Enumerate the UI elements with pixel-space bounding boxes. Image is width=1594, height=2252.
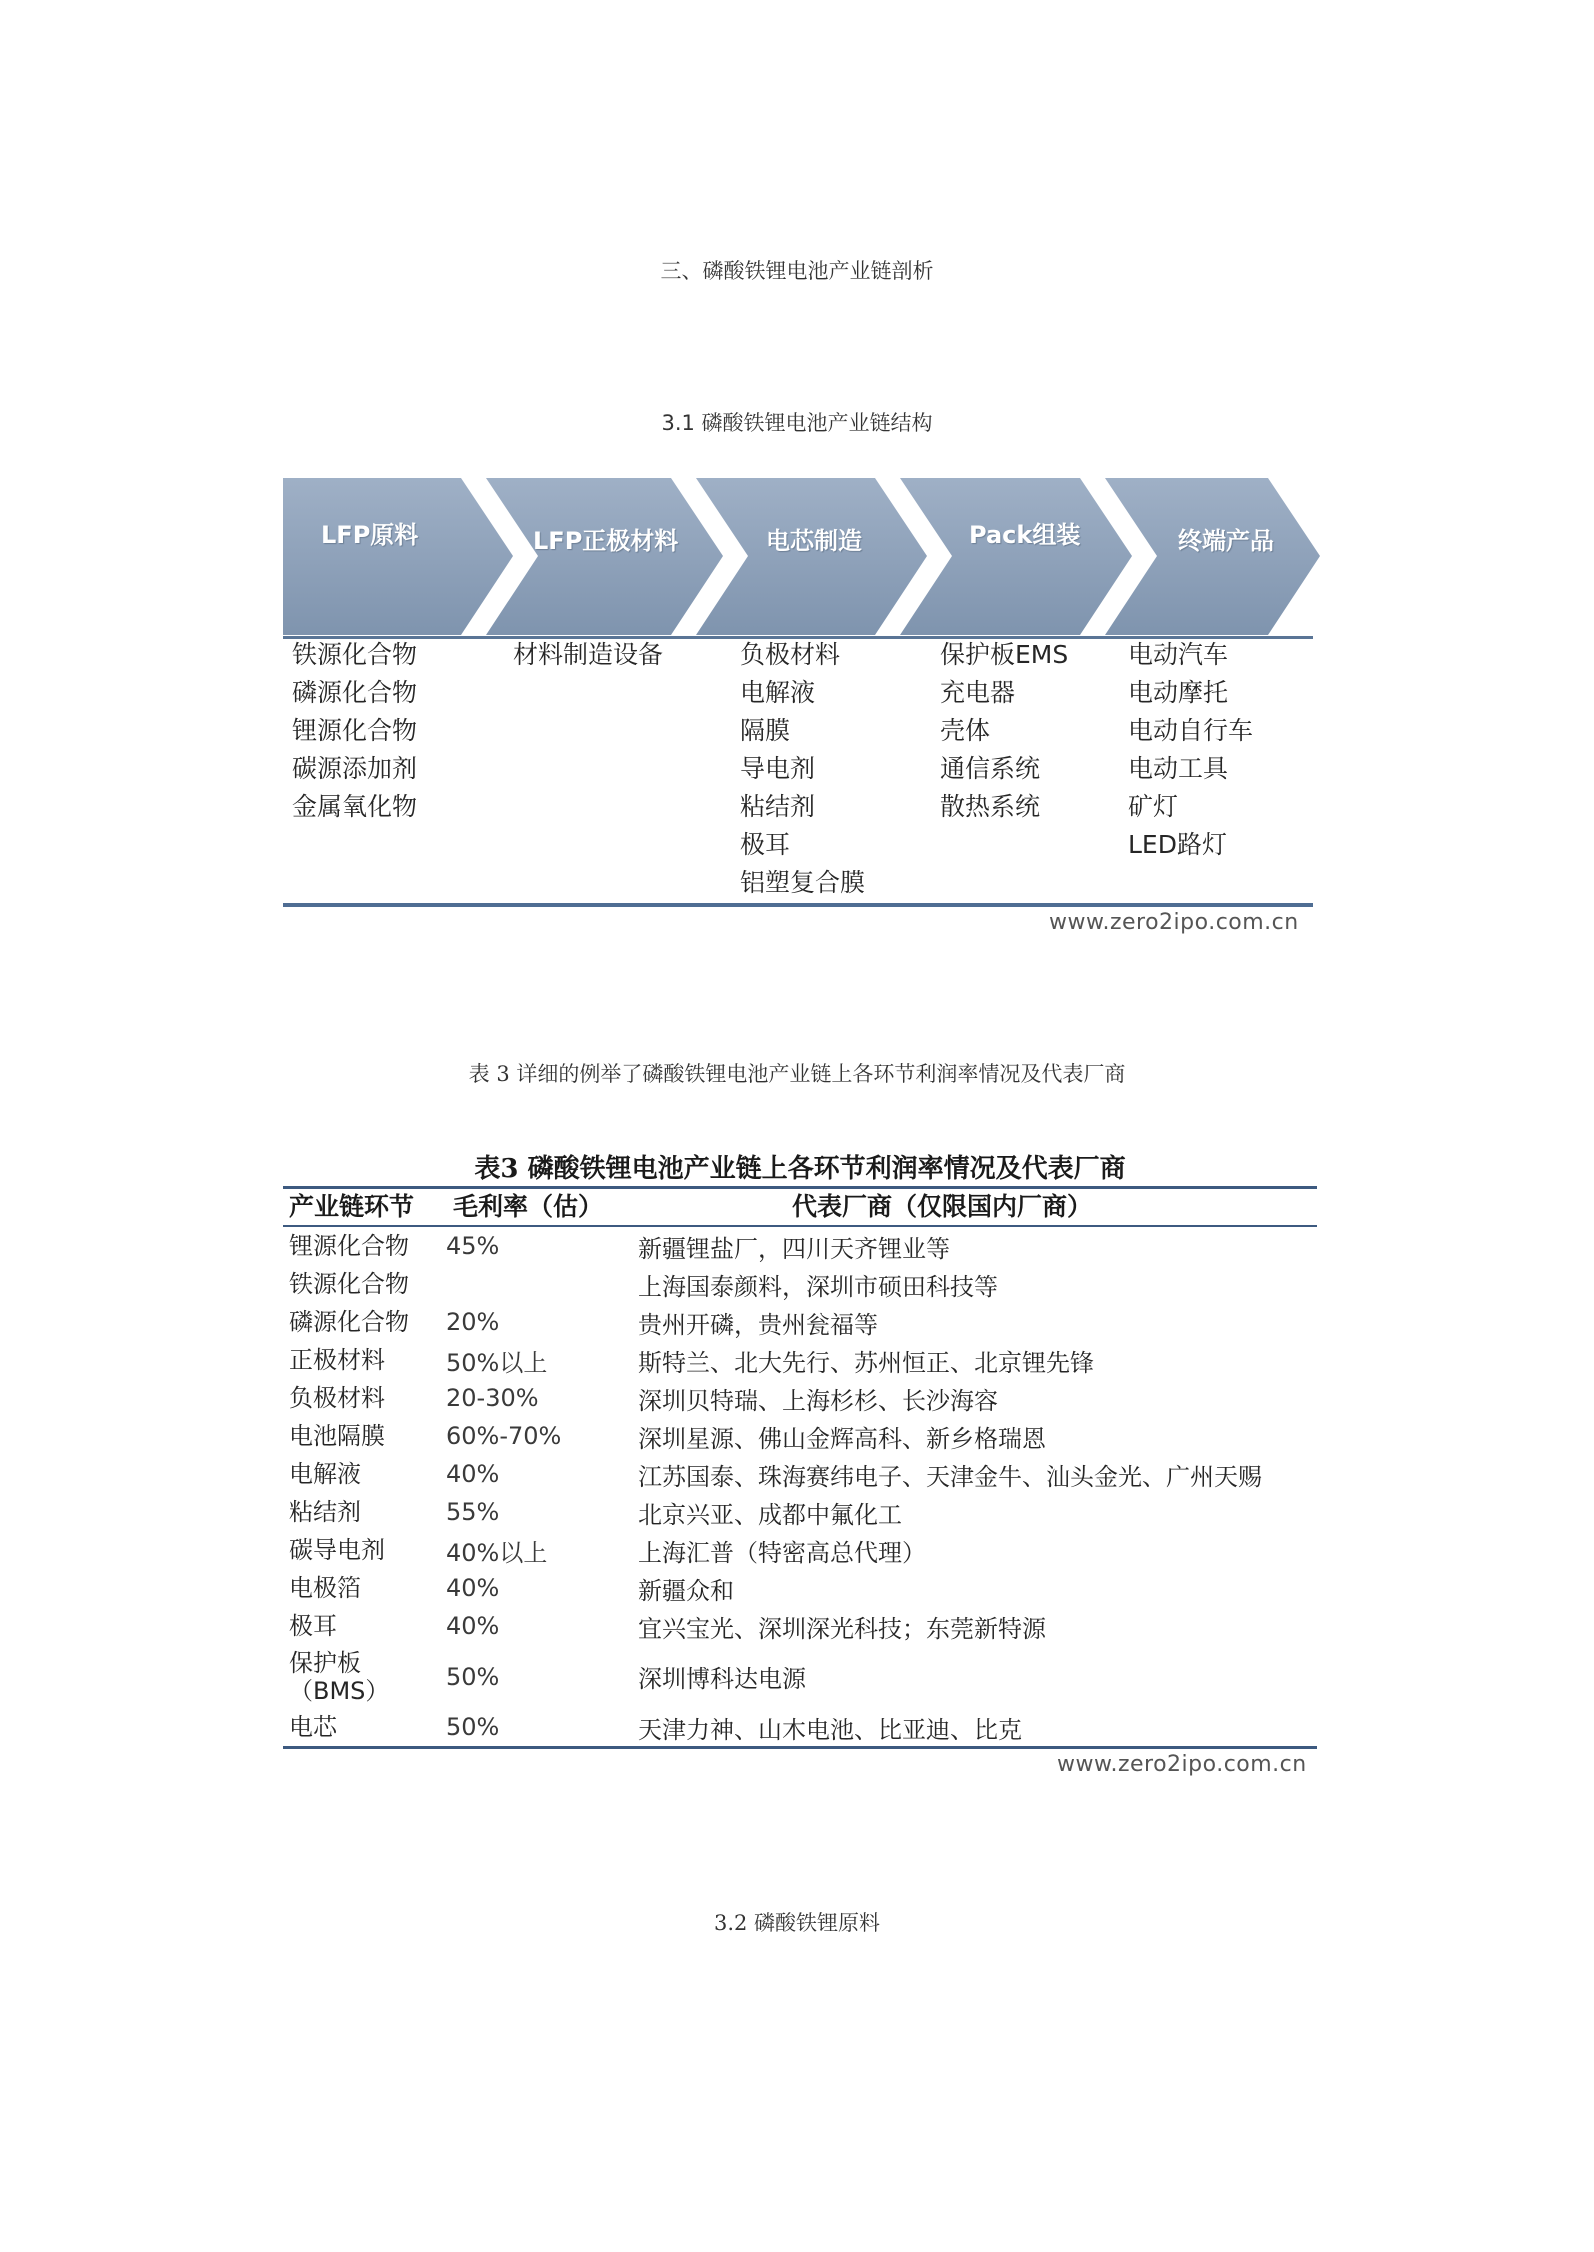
cell-margin: 55% xyxy=(446,1498,500,1526)
table-row xyxy=(283,1341,1317,1379)
list-item: 充电器 xyxy=(940,678,1016,707)
cell-vendors: 新疆众和 xyxy=(638,1576,734,1605)
table-row xyxy=(283,1708,1317,1746)
stage-label-pack: Pack组装 xyxy=(969,521,1081,549)
column-header-margin: 毛利率（估） xyxy=(453,1192,604,1221)
source-watermark: www.zero2ipo.com.cn xyxy=(1049,910,1299,935)
column-header-segment: 产业链环节 xyxy=(289,1192,415,1221)
list-item: 通信系统 xyxy=(940,754,1041,783)
cell-segment: 极耳 xyxy=(289,1612,337,1640)
list-item: 磷源化合物 xyxy=(292,678,418,707)
cell-margin: 50% xyxy=(446,1662,500,1691)
cell-segment: 电芯 xyxy=(289,1713,337,1741)
cell-vendors: 新疆锂盐厂，四川天齐锂业等 xyxy=(638,1234,950,1263)
cell-segment: 碳导电剂 xyxy=(289,1536,385,1564)
list-item: 保护板EMS xyxy=(940,640,1069,669)
cell-margin: 40% xyxy=(446,1612,500,1640)
cell-margin: 45% xyxy=(446,1232,500,1260)
chevron-stage-3 xyxy=(900,478,1132,635)
cell-segment: 锂源化合物 xyxy=(289,1232,409,1260)
cell-vendors: 北京兴亚、成都中氟化工 xyxy=(638,1500,902,1529)
cell-segment: 电解液 xyxy=(289,1460,361,1488)
stage-items-lfp-cathode xyxy=(513,636,663,674)
cell-segment: 电极箔 xyxy=(289,1574,361,1602)
cell-margin: 40% xyxy=(446,1460,500,1488)
list-item: 极耳 xyxy=(740,830,791,859)
cell-vendors: 深圳博科达电源 xyxy=(638,1665,806,1693)
stage-label-cell-mfg: 电芯制造 xyxy=(766,527,862,555)
stage-items-lfp-raw xyxy=(292,636,417,826)
cell-vendors: 江苏国泰、珠海赛纬电子、天津金牛、汕头金光、广州天赐 xyxy=(638,1462,1262,1491)
table-intro-text: 表 3 详细的例举了磷酸铁锂电池产业链上各环节利润率情况及代表厂商 xyxy=(468,1062,1126,1086)
table-row xyxy=(283,1531,1317,1569)
table-row xyxy=(283,1303,1317,1341)
stage-label-lfp-raw: LFP原料 xyxy=(321,521,419,549)
source-watermark: www.zero2ipo.com.cn xyxy=(1057,1752,1307,1777)
list-item: 材料制造设备 xyxy=(513,640,664,669)
list-item: 电动汽车 xyxy=(1128,640,1229,669)
cell-vendors: 上海汇普（特密高总代理） xyxy=(638,1538,926,1567)
cell-vendors: 斯特兰、北大先行、苏州恒正、北京锂先锋 xyxy=(638,1348,1094,1377)
subsection-heading-3-2: 3.2 磷酸铁锂原料 xyxy=(713,1911,881,1935)
cell-margin: 20-30% xyxy=(446,1384,539,1412)
chevron-stage-0 xyxy=(283,478,513,635)
list-item: 铝塑复合膜 xyxy=(740,868,866,897)
cell-vendors: 天津力神、山木电池、比亚迪、比克 xyxy=(638,1715,1022,1744)
cell-segment: 磷源化合物 xyxy=(289,1308,409,1336)
cell-margin xyxy=(446,1265,606,1303)
list-item: 碳源添加剂 xyxy=(292,754,418,783)
cell-margin: 50%以上 xyxy=(446,1348,548,1377)
cell-vendors: 贵州开磷，贵州瓮福等 xyxy=(638,1310,878,1339)
list-item: 电动工具 xyxy=(1128,754,1229,783)
stage-label-end-product: 终端产品 xyxy=(1178,527,1274,555)
list-item: 锂源化合物 xyxy=(292,716,418,745)
subsection-heading-3-1: 3.1 磷酸铁锂电池产业链结构 xyxy=(661,411,933,435)
table-row xyxy=(283,1607,1317,1645)
table-row xyxy=(283,1265,1317,1303)
stage-items-cell-mfg xyxy=(740,636,865,902)
divider xyxy=(283,903,1313,907)
list-item: 电动摩托 xyxy=(1128,678,1229,707)
table-row xyxy=(283,1379,1317,1417)
list-item: 电动自行车 xyxy=(1128,716,1254,745)
table-row xyxy=(283,1417,1317,1455)
industry-chain-diagram xyxy=(283,478,1323,635)
stage-label-lfp-cathode: LFP正极材料 xyxy=(533,527,679,555)
cell-segment: 保护板（BMS） xyxy=(289,1648,390,1705)
cell-segment: 电池隔膜 xyxy=(289,1422,385,1450)
stage-items-end-product xyxy=(1128,636,1253,864)
list-item: 壳体 xyxy=(940,716,991,745)
list-item: 散热系统 xyxy=(940,792,1041,821)
cell-vendors: 深圳星源、佛山金辉高科、新乡格瑞恩 xyxy=(638,1424,1046,1453)
cell-segment: 负极材料 xyxy=(289,1384,385,1412)
list-item: 电解液 xyxy=(740,678,816,707)
table-row xyxy=(283,1569,1317,1607)
cell-margin: 20% xyxy=(446,1308,500,1336)
cell-vendors: 上海国泰颜料，深圳市硕田科技等 xyxy=(638,1272,998,1301)
table-row xyxy=(283,1645,1317,1708)
stage-items-pack xyxy=(940,636,1068,826)
cell-vendors: 宜兴宝光、深圳深光科技；东莞新特源 xyxy=(638,1614,1046,1643)
table-bottom-rule xyxy=(283,1746,1317,1749)
list-item: LED路灯 xyxy=(1128,830,1227,859)
column-header-vendors: 代表厂商（仅限国内厂商） xyxy=(792,1192,1093,1221)
cell-margin: 50% xyxy=(446,1713,500,1741)
cell-margin: 60%-70% xyxy=(446,1422,562,1450)
cell-margin: 40% xyxy=(446,1574,500,1602)
list-item: 负极材料 xyxy=(740,640,841,669)
table-row xyxy=(283,1493,1317,1531)
list-item: 铁源化合物 xyxy=(292,640,418,669)
list-item: 隔膜 xyxy=(740,716,791,745)
table-body xyxy=(283,1227,1317,1746)
list-item: 金属氧化物 xyxy=(292,792,418,821)
cell-margin: 40%以上 xyxy=(446,1538,548,1567)
list-item: 导电剂 xyxy=(740,754,816,783)
table-title: 表3 磷酸铁锂电池产业链上各环节利润率情况及代表厂商 xyxy=(474,1154,1126,1184)
list-item: 矿灯 xyxy=(1128,792,1179,821)
section-heading: 三、磷酸铁锂电池产业链剖析 xyxy=(660,259,934,283)
cell-vendors: 深圳贝特瑞、上海杉杉、长沙海容 xyxy=(638,1386,998,1415)
table-row xyxy=(283,1455,1317,1493)
table-row xyxy=(283,1227,1317,1265)
list-item: 粘结剂 xyxy=(740,792,816,821)
cell-segment: 正极材料 xyxy=(289,1346,385,1374)
cell-segment: 粘结剂 xyxy=(289,1498,361,1526)
cell-segment: 铁源化合物 xyxy=(289,1270,409,1298)
